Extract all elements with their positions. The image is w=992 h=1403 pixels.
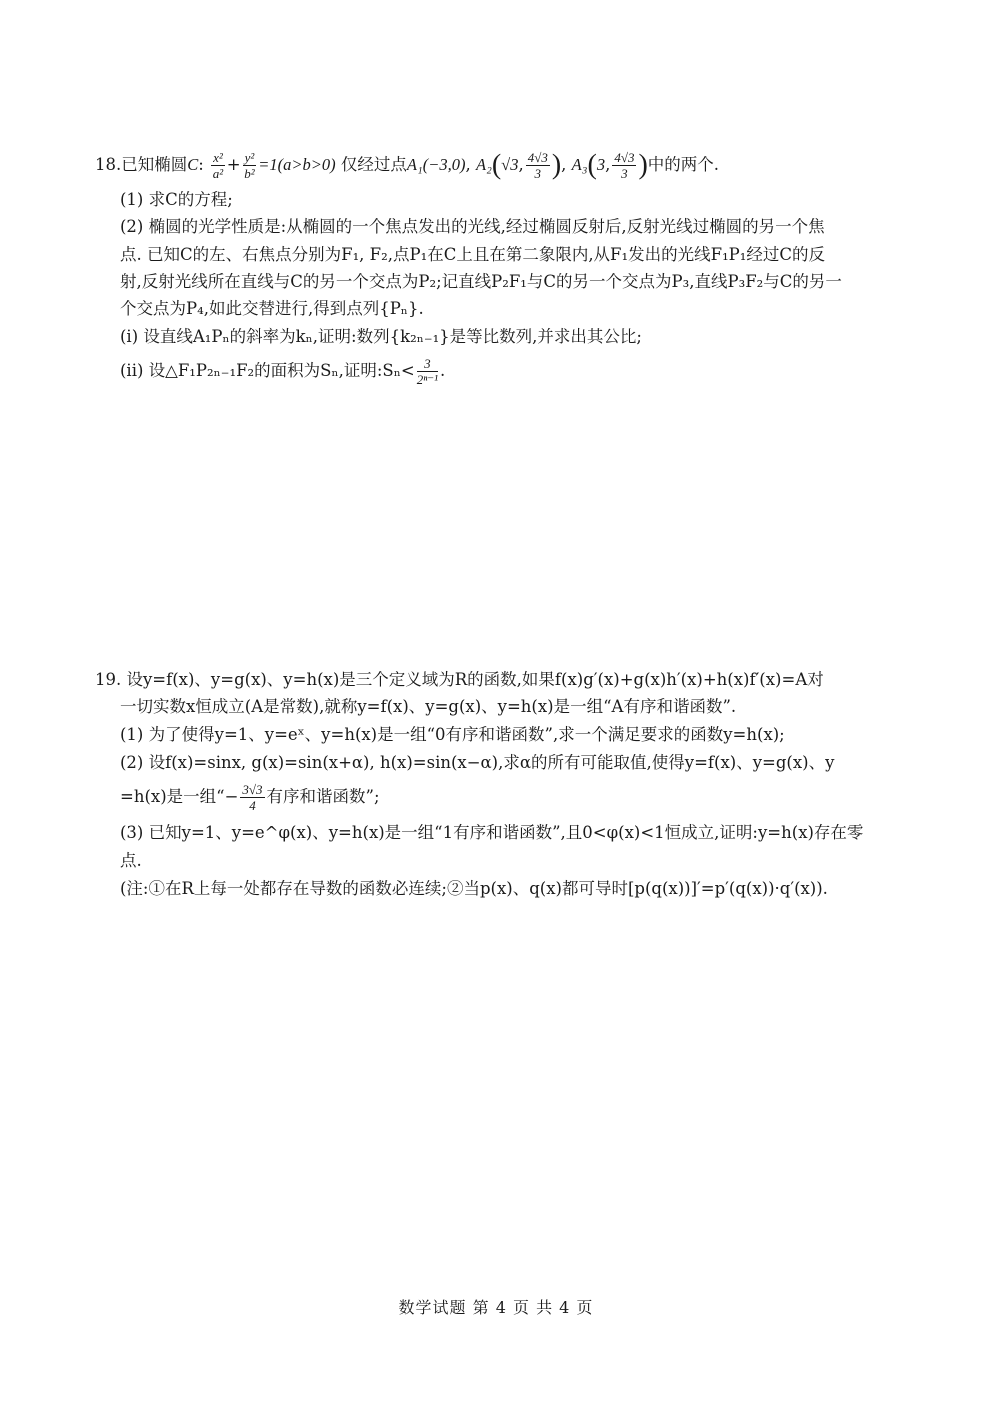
q18-part-i: (i) 设直线A₁Pₙ的斜率为kₙ,证明:数列{k₂ₙ₋₁}是等比数列,并求出其公比; <box>120 327 642 346</box>
q19-line3: (1) 为了使得y=1、y=eˣ、y=h(x)是一组“0有序和谐函数”,求一个满足要求的函数y=h(x); <box>120 725 785 744</box>
point-a3-x: 3 <box>596 155 606 174</box>
ellipse-y-frac: $\frac{\text{y²}}{\text{b²}}$ <box>244 150 255 181</box>
q19-line5-text: =h(x)是一组“− <box>120 787 239 806</box>
point-a3-y: $\frac{4√3}{3}$ <box>614 150 635 181</box>
q19-line5 <box>120 782 380 813</box>
q19-line5-frac: $\frac{3√3}{4}$ <box>242 782 263 813</box>
q19-line2: 一切实数x恒成立(A是常数),就称y=f(x)、y=g(x)、y=h(x)是一组“A有序和谐函数”. <box>120 697 737 716</box>
q18-part-ii-frac: $\frac{3}{\text{2ⁿ⁻¹}}$ <box>416 356 439 387</box>
q19-line5-end: 有序和谐函数”; <box>266 787 380 806</box>
q18-part1: (1) 求C的方程; <box>120 190 233 209</box>
q18-number: 18. <box>95 155 122 174</box>
q19-line7: 点. <box>120 851 142 870</box>
q18-part2-line1: (2) 椭圆的光学性质是:从椭圆的一个焦点发出的光线,经过椭圆反射后,反射光线过椭圆的另一个焦 <box>120 217 825 236</box>
ellipse-x-frac: $\frac{\text{x²}}{\text{a²}}$ <box>212 150 224 181</box>
q19-line1: 19. 设y=f(x)、y=g(x)、y=h(x)是三个定义域为R的函数,如果f(x)g′(x)+g(x)h′(x)+h(x)f′(x)=A对 <box>95 670 824 689</box>
q19-line4: (2) 设f(x)=sinx, g(x)=sin(x+α), h(x)=sin(x−α),求α的所有可能取值,使得y=f(x)、y=g(x)、y <box>120 753 835 772</box>
q18-part2-line4: 个交点为P₄,如此交替进行,得到点列{Pₙ}. <box>120 299 424 318</box>
q18-intro-end: 中的两个. <box>647 155 720 174</box>
point-a3-label: A₃ <box>571 155 588 174</box>
point-a2-y: $\frac{4√3}{3}$ <box>527 150 548 181</box>
point-a2-label: A₂ <box>475 155 492 174</box>
point-a2-x: √3 <box>501 155 519 174</box>
q18-part-ii-end: . <box>440 361 446 380</box>
q19-line6: (3) 已知y=1、y=e^φ(x)、y=h(x)是一组“1有序和谐函数”,且0<φ(x)<1恒成立,证明:y=h(x)存在零 <box>120 823 864 842</box>
q19-line8: (注:①在R上每一处都存在导数的函数必连续;②当p(x)、q(x)都可导时[p(q(x))]′=p′(q(x))·q′(x)). <box>120 879 828 898</box>
q18-part2-line2: 点. 已知C的左、右焦点分别为F₁, F₂,点P₁在C上且在第二象限内,从F₁发出的光线F₁P₁经过C的反 <box>120 245 826 264</box>
q18-stem: 18.已知椭圆C: $\frac{\text{x²}}{\text{a²}}$ + $\frac{\text{y²}}{\text{b²}}$ =1(a>b>0) 仅经过点A₁(−3,0), A₂(√3, $\frac{4√3}{3}$ ), A₃(3, $\frac{4√3}{3}$ )中的两个. <box>95 149 720 181</box>
point-a1: A₁(−3,0) <box>406 155 466 174</box>
q18-part2-line3: 射,反射光线所在直线与C的另一个交点为P₂;记直线P₂F₁与C的另一个交点为P₃,直线P₃F₂与C的另一 <box>120 272 842 291</box>
q18-intro-a: 已知椭圆 <box>121 155 188 174</box>
page-footer: 数学试题 第 4 页 共 4 页 <box>398 1298 594 1317</box>
q18-intro-b: 仅经过点 <box>340 155 407 174</box>
q18-part-ii <box>120 356 445 387</box>
ellipse-rhs: =1(a>b>0) <box>258 155 336 174</box>
q18-curve: C <box>187 155 199 174</box>
q18-part-ii-text: (ii) 设△F₁P₂ₙ₋₁F₂的面积为Sₙ,证明:Sₙ< <box>120 361 415 380</box>
